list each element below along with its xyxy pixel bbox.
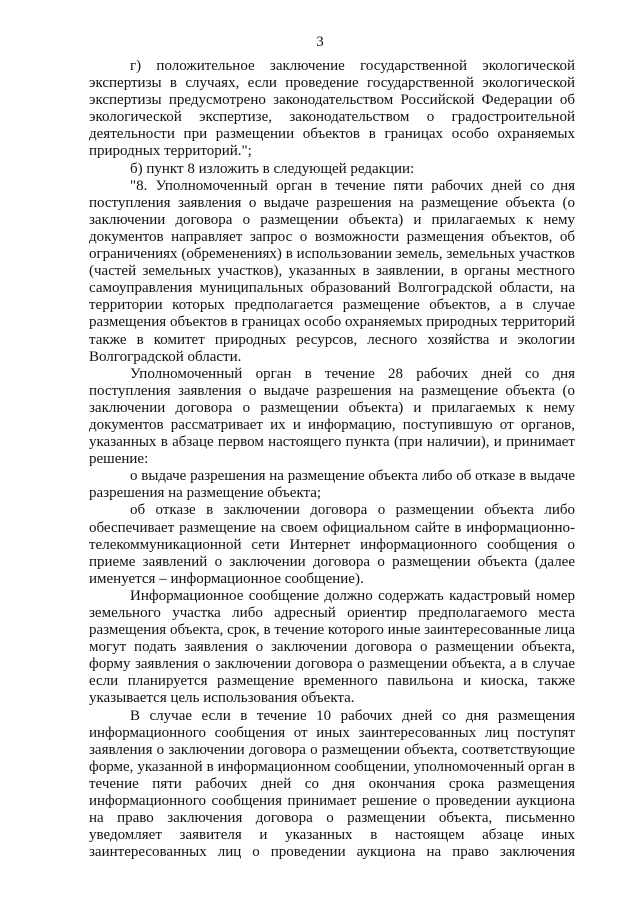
paragraph-permit-decision: о выдаче разрешения на размещение объекта либо об отказе в выдаче разрешения на размещение объекта; <box>89 468 575 502</box>
paragraph-refusal-or-notice: об отказе в заключении договора о размещении объекта либо обеспечивает размещение на своем официальном сайте в информационно-телекоммуникационной сети Интернет информационного сообщения о приеме заявлений о заключении договора о размещении объекта (далее именуется – информационное сообщение). <box>89 502 575 587</box>
paragraph-g-ecological-expertise: г) положительное заключение государственной экологической экспертизы в случаях, если проведение государственной экологической экспертизы предусмотрено законодательством Российской Федерации об экологической экспертизе, законодательством о градостроительной деятельности при размещении объектов в границах особо охраняемых природных территорий."; <box>89 58 575 160</box>
document-body <box>89 58 575 861</box>
paragraph-point-8-request: "8. Уполномоченный орган в течение пяти рабочих дней со дня поступления заявления о выдаче разрешения на размещение объекта (о заключении договора о размещении объекта) и прилагаемых к нему документов направляет запрос о возможности размещения объектов, об ограничениях (обременениях) в использовании земель, земельных участков (частей земельных участков), указанных в заявлении, в органы местного самоуправления муниципальных образований Волгоградской области, на территории которых предполагается размещение объектов, а в случае размещения объектов в границах особо охраняемых природных территорий также в комитет природных ресурсов, лесного хозяйства и экологии Волгоградской области. <box>89 177 575 365</box>
page-number: 3 <box>316 34 324 50</box>
paragraph-notice-contents: Информационное сообщение должно содержать кадастровый номер земельного участка либо адресный ориентир предполагаемого места размещения объекта, срок, в течение которого иные заинтересованные лица могут подать заявления о заключении договора о размещении объекта, форму заявления о заключении договора о размещении объекта, а в случае если планируется размещение временного павильона и киоска, также указывается цель использования объекта. <box>89 587 575 707</box>
paragraph-28-days-decision: Уполномоченный орган в течение 28 рабочих дней со дня поступления заявления о выдаче разрешения на размещение объекта (о заключении договора о размещении объекта) и прилагаемых к нему документов рассматривает их и информацию, поступившую от органов, указанных в абзаце первом настоящего пункта (при наличии), и принимает решение: <box>89 365 575 468</box>
paragraph-auction-decision: В случае если в течение 10 рабочих дней со дня размещения информационного сообщения от иных заинтересованных лиц поступят заявления о заключении договора о размещении объекта, соответствующие форме, указанной в информационном сообщении, уполномоченный орган в течение пяти рабочих дней со дня окончания срока размещения информационного сообщения принимает решение о проведении аукциона на право заключения договора о размещении объекта, письменно уведомляет заявителя и указанных в настоящем абзаце иных заинтересованных лиц о проведении аукциона на право заключения <box>89 707 575 861</box>
paragraph-b-point-8-heading: б) пункт 8 изложить в следующей редакции: <box>130 160 415 177</box>
